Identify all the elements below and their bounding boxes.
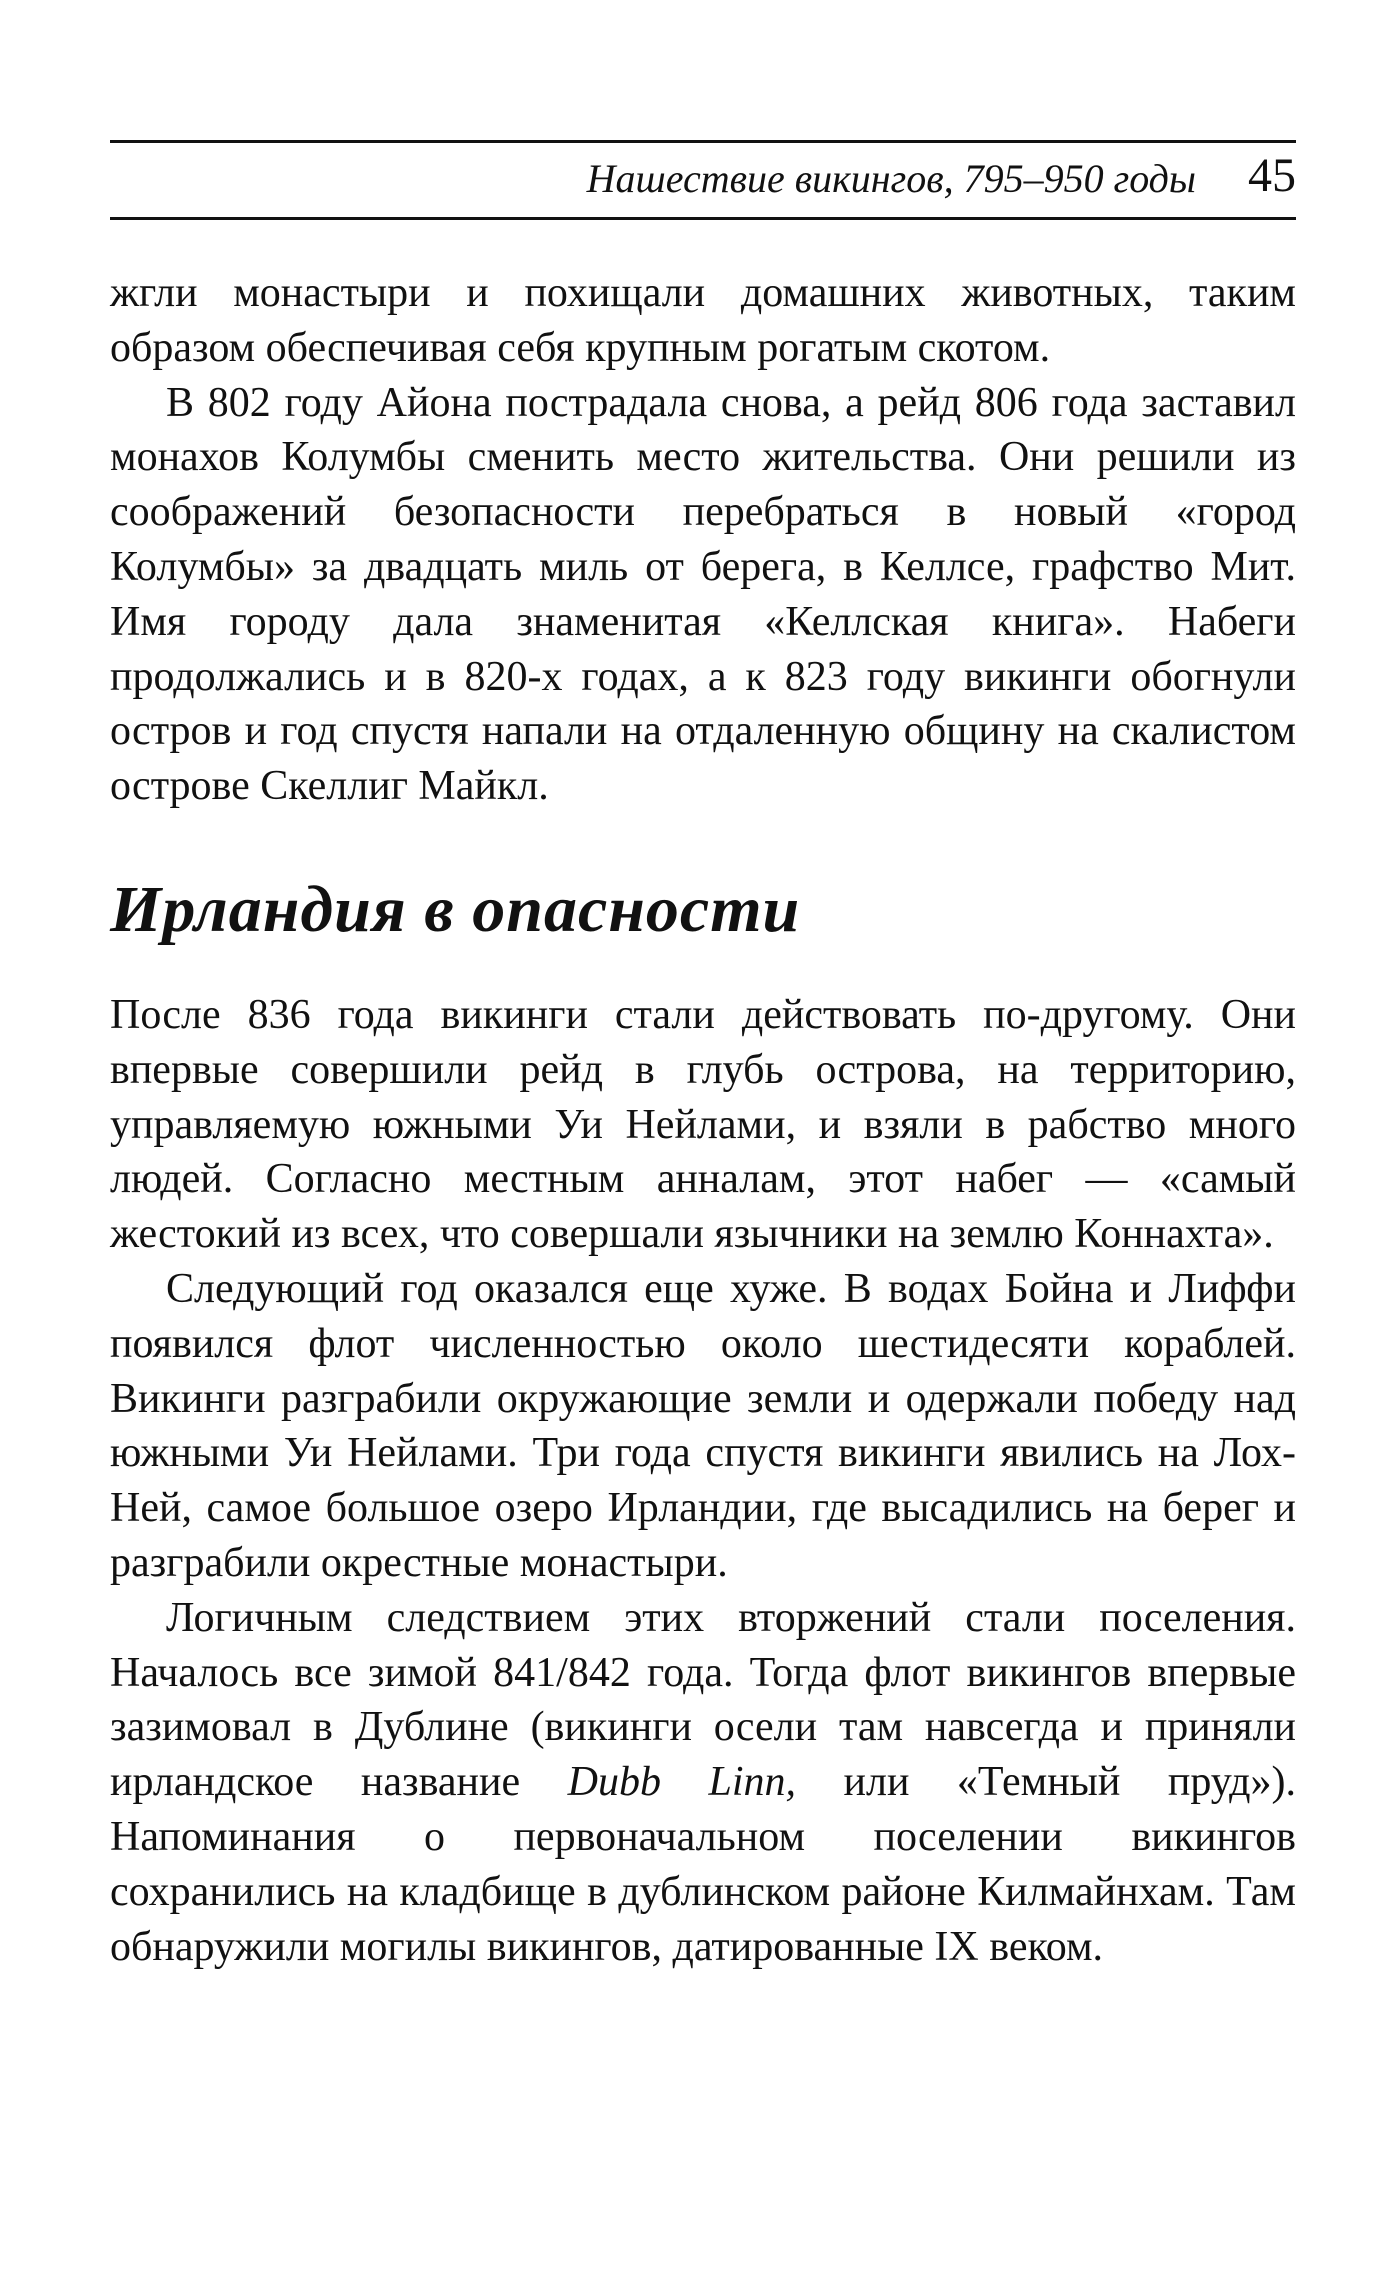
- page-body: [110, 266, 1296, 1974]
- paragraph: Следующий год оказался еще хуже. В водах Бойна и Лиффи появился флот численностью около шестидесяти кораблей. Викинги разграбили окружающие земли и одержали победу над южными Уи Нейлами. Три года спустя викинги явились на Лох-Ней, самое большое озеро Ирландии, где высадились на берег и разграбили окрестные монастыри.: [110, 1265, 1296, 1586]
- section-heading: Ирландия в опасности: [110, 872, 801, 946]
- paragraph-last: [110, 1591, 1296, 1975]
- italic-term: Dubb Linn,: [567, 1759, 797, 1806]
- page-number: 45: [1248, 149, 1296, 202]
- text-run: или «Темный пруд»). Напоминания о первоначальном поселении викингов сохранились на кладбище в дублинском районе Килмайнхам. Там обнаружили могилы викингов, датированные IX веком.: [110, 1759, 1296, 1970]
- text-run: Логичным следствием этих вторжений стали поселения. Началось все зимой 841/842 года. Тогда флот викингов впервые зазимовал в Дублине (викинги осели там навсегда и приняли ирландское название: [110, 1594, 1296, 1806]
- running-head-title: Нашествие викингов, 795–950 годы: [586, 156, 1196, 201]
- book-page: [110, 140, 1296, 1974]
- running-head: [110, 140, 1296, 220]
- paragraph: После 836 года викинги стали действовать по-другому. Они впервые совершили рейд в глубь острова, на территорию, управляемую южными Уи Нейлами, и взяли в рабство много людей. Согласно местным анналам, этот набег — «самый жестокий из всех, что совершали язычники на землю Коннахта».: [110, 991, 1296, 1258]
- paragraph-continued: жгли монастыри и похищали домашних животных, таким образом обеспечивая себя крупным рогатым скотом.: [110, 270, 1296, 371]
- paragraph: В 802 году Айона пострадала снова, а рейд 806 года заставил монахов Колумбы сменить место жительства. Они решили из соображений безопасности перебраться в новый «город Колумбы» за двадцать миль от берега, в Келлсе, графство Мит. Имя городу дала знаменитая «Келлская книга». Набеги продолжались и в 820-х годах, а к 823 году викинги обогнули остров и год спустя напали на отдаленную общину на скалистом острове Скеллиг Майкл.: [110, 379, 1296, 810]
